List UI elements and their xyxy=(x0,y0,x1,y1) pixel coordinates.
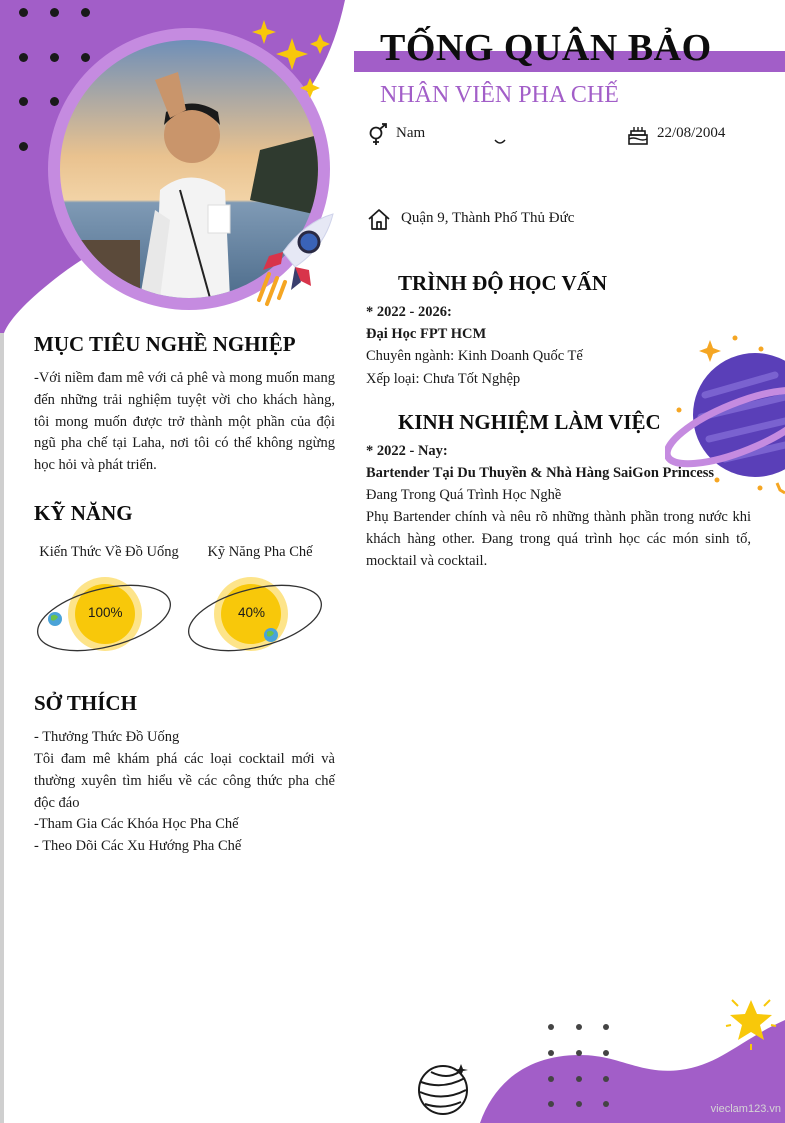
planet-icon xyxy=(665,335,785,495)
hobby-text: Tôi đam mê khám phá các loại cocktail mới và thường xuyên tìm hiểu về các công thức pha chế độc đáo xyxy=(34,751,335,811)
home-icon xyxy=(367,207,391,231)
experience-heading: KINH NGHIỆM LÀM VIỆC xyxy=(398,410,661,434)
career-goal-heading: MỤC TIÊU NGHỀ NGHIỆP xyxy=(34,332,296,356)
experience-company: Bartender Tại Du Thuyền & Nhà Hàng SaiGon Princess xyxy=(366,465,715,481)
experience-period: * 2022 - Nay: xyxy=(366,443,448,459)
education-school: Đại Học FPT HCM xyxy=(366,326,487,342)
education-major: Chuyên ngành: Kinh Doanh Quốc Tế xyxy=(366,348,583,364)
education-period: * 2022 - 2026: xyxy=(366,304,452,320)
star-icon xyxy=(250,18,340,98)
hobby-line-1: - Thưởng Thức Đồ Uống xyxy=(34,729,180,745)
decorative-dots-bottom xyxy=(540,1020,620,1115)
rocket-icon xyxy=(255,212,340,307)
globe-icon xyxy=(413,1060,473,1118)
skills-heading: KỸ NĂNG xyxy=(34,501,133,525)
skill-label-2: Kỹ Năng Pha Chế xyxy=(207,544,313,560)
skill-percent-1: 100% xyxy=(88,605,123,620)
star-icon xyxy=(722,992,780,1050)
small-curve-mark xyxy=(493,138,507,146)
birthday-cake-icon xyxy=(627,124,649,146)
candidate-name: TỐNG QUÂN BẢO xyxy=(380,27,712,69)
gender-value: Nam xyxy=(396,125,426,141)
experience-description: Phụ Bartender chính và nêu rõ những thành phần trong nước khi khách hàng other. Đang trong quá trình học các món sinh tố, mocktail và cocktail. xyxy=(366,509,751,569)
education-heading: TRÌNH ĐỘ HỌC VẤN xyxy=(398,271,608,295)
job-title: NHÂN VIÊN PHA CHẾ xyxy=(380,82,619,108)
hobbies-heading: SỞ THÍCH xyxy=(34,691,137,715)
hobby-line-4: - Theo Dõi Các Xu Hướng Pha Chế xyxy=(34,838,242,854)
education-rank: Xếp loại: Chưa Tốt Nghệp xyxy=(366,371,521,387)
gender-icon xyxy=(367,122,389,146)
hobby-line-3: -Tham Gia Các Khóa Học Pha Chế xyxy=(34,816,239,832)
birthday-value: 22/08/2004 xyxy=(657,125,726,141)
career-goal-text: -Với niềm đam mê với cả phê và mong muốn mang đến những trải nghiệm tuyệt vời cho khách hàng, tôi mong muốn được trở thành một phần của đội ngũ pha chế tại Laha, nơi tôi có thể không ngừng học hỏi và phát triển. xyxy=(34,370,335,474)
skill-percent-2: 40% xyxy=(238,605,266,620)
skill-label-1: Kiến Thức Về Đồ Uống xyxy=(39,544,179,560)
address-value: Quận 9, Thành Phố Thủ Đức xyxy=(401,210,575,226)
watermark: vieclam123.vn xyxy=(710,1103,781,1115)
experience-status: Đang Trong Quá Trình Học Nghề xyxy=(366,487,562,503)
